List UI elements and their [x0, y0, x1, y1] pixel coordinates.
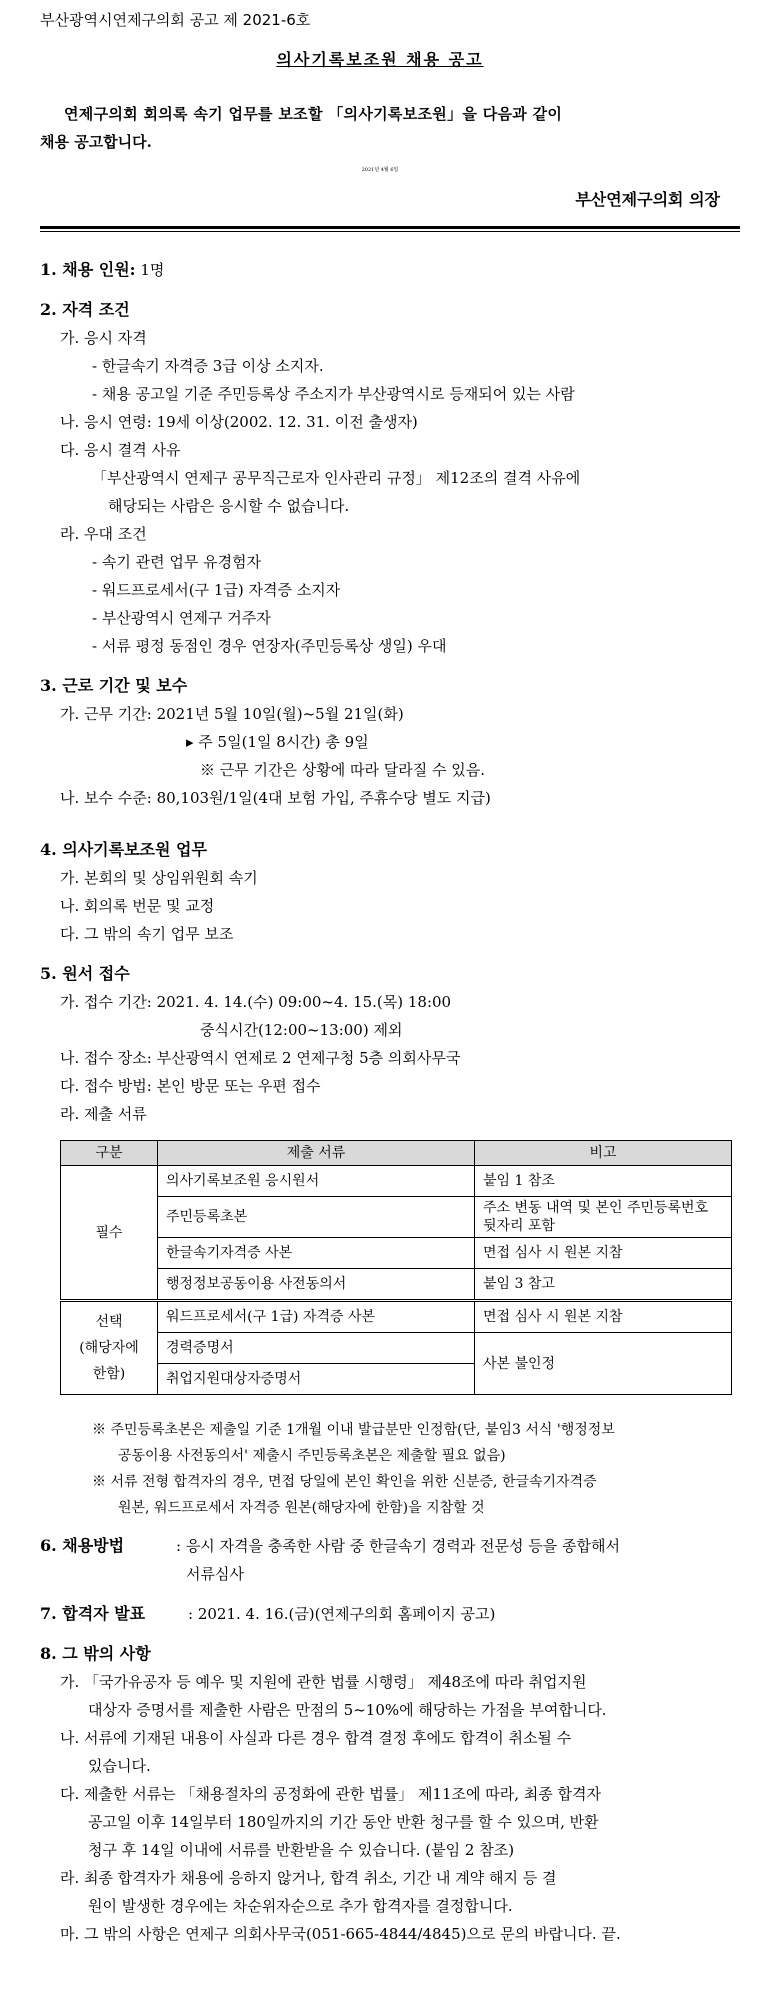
s2-da-text-1: 「부산광역시 연제구 공무직근로자 인사관리 규정」 제12조의 결격 사유에: [92, 469, 581, 487]
s8-na-line-2: 있습니다.: [88, 1757, 151, 1775]
s8-da-line-2: 공고일 이후 14일부터 180일까지의 기간 동안 반환 청구를 할 수 있으며, 반환: [88, 1813, 599, 1831]
table-cell-document: 취업지원대상자증명서: [158, 1364, 475, 1395]
s2-ga-item-1: - 한글속기 자격증 3급 이상 소지자.: [92, 357, 324, 375]
notice-date: 2021년 4월 6일: [361, 167, 399, 173]
table-cell-document: 행정정보공동이용 사전동의서: [158, 1269, 475, 1301]
s2-ra-item-4: - 서류 평정 동점인 경우 연장자(주민등록상 생일) 우대: [92, 637, 447, 655]
submission-documents-table: [60, 1140, 732, 1395]
table-cell-note: 주소 변동 내역 및 본인 주민등록번호 뒷자리 포함: [475, 1197, 732, 1238]
s4-ga: 가. 본회의 및 상임위원회 속기: [60, 869, 258, 887]
table-row: [61, 1166, 732, 1197]
section-8-heading: 8. 그 밖의 사항: [40, 1644, 151, 1663]
table-header-row: [61, 1141, 732, 1166]
s3-ga-sub-1: ▸ 주 5일(1일 8시간) 총 9일: [186, 733, 369, 751]
table-cell-note: 붙임 3 참고: [475, 1269, 732, 1301]
column-header-note: 비고: [475, 1141, 732, 1166]
table-cell-document: 경력증명서: [158, 1333, 475, 1364]
s8-ga-line-1: 가. 「국가유공자 등 예우 및 지원에 관한 법률 시행령」 제48조에 따라 취업지원: [60, 1673, 587, 1691]
s5-note-2-line-1: ※ 서류 전형 합격자의 경우, 면접 당일에 본인 확인을 위한 신분증, 한글속기자격증: [92, 1474, 597, 1490]
table-cell-document: 한글속기자격증 사본: [158, 1238, 475, 1269]
s5-na: 나. 접수 장소: 부산광역시 연제로 2 연제구청 5층 의회사무국: [60, 1049, 461, 1067]
s8-ma: 마. 그 밖의 사항은 연제구 의회사무국(051-665-4844/4845)으로 문의 바랍니다. 끝.: [60, 1925, 621, 1943]
s6-text-1: : 응시 자격을 충족한 사람 중 한글속기 경력과 전문성 등을 종합해서: [176, 1537, 620, 1555]
header-divider: [40, 226, 740, 232]
table-cell-note: 면접 심사 시 원본 지참: [475, 1301, 732, 1333]
s8-da-line-3: 청구 후 14일 이내에 서류를 반환받을 수 있습니다. (붙임 2 참조): [88, 1841, 515, 1859]
s2-da: 다. 응시 결격 사유: [60, 441, 181, 459]
s8-ga-line-2: 대상자 증명서를 제출한 사람은 만점의 5~10%에 해당하는 가점을 부여합니다.: [88, 1701, 607, 1719]
intro-line-2: 채용 공고합니다.: [40, 133, 152, 151]
table-cell-note: 사본 불인정: [475, 1333, 732, 1395]
s2-ra-item-3: - 부산광역시 연제구 거주자: [92, 609, 271, 627]
section-5-heading: 5. 원서 접수: [40, 964, 130, 983]
s2-ga-item-2: - 채용 공고일 기준 주민등록상 주소지가 부산광역시로 등재되어 있는 사람: [92, 385, 575, 403]
s8-na-line-1: 나. 서류에 기재된 내용이 사실과 다른 경우 합격 결정 후에도 합격이 취소될 수: [60, 1729, 572, 1747]
s4-na: 나. 회의록 번문 및 교정: [60, 897, 215, 915]
s2-da-text-2: 해당되는 사람은 응시할 수 없습니다.: [108, 497, 350, 515]
table-cell-document: 주민등록초본: [158, 1197, 475, 1238]
s5-note-1-line-1: ※ 주민등록초본은 제출일 기준 1개월 이내 발급분만 인정함(단, 붙임3 서식 '행정정보: [92, 1422, 615, 1438]
table-cell-note: 면접 심사 시 원본 지참: [475, 1238, 732, 1269]
s2-ga: 가. 응시 자격: [60, 329, 147, 347]
s7-text: : 2021. 4. 16.(금)(연제구의회 홈페이지 공고): [188, 1605, 496, 1623]
section-2-heading: 2. 자격 조건: [40, 300, 130, 319]
table-cell-note: 붙임 1 참조: [475, 1166, 732, 1197]
s8-da-line-1: 다. 제출한 서류는 「채용절차의 공정화에 관한 법률」 제11조에 따라, 최종 합격자: [60, 1785, 602, 1803]
column-header-category: 구분: [61, 1141, 158, 1166]
column-header-document: 제출 서류: [158, 1141, 475, 1166]
page-title: 의사기록보조원 채용 공고: [276, 50, 484, 69]
table-cell-document: 의사기록보조원 응시원서: [158, 1166, 475, 1197]
s5-da: 다. 접수 방법: 본인 방문 또는 우편 접수: [60, 1077, 321, 1095]
intro-line-1: 연제구의회 회의록 속기 업무를 보조할 「의사기록보조원」을 다음과 같이: [64, 105, 563, 123]
section-1-heading: 1. 채용 인원:: [40, 260, 136, 279]
section-4-heading: 4. 의사기록보조원 업무: [40, 840, 207, 859]
table-cell-document: 워드프로세서(구 1급) 자격증 사본: [158, 1301, 475, 1333]
s2-ra: 라. 우대 조건: [60, 525, 147, 543]
section-3-heading: 3. 근로 기간 및 보수: [40, 676, 188, 695]
category-required: 필수: [61, 1166, 158, 1301]
s5-ra: 라. 제출 서류: [60, 1105, 147, 1123]
table-row: [61, 1301, 732, 1333]
s5-ga: 가. 접수 기간: 2021. 4. 14.(수) 09:00~4. 15.(목) 18:00: [60, 993, 452, 1011]
issuer: 부산연제구의회 의장: [575, 190, 720, 209]
s2-ra-item-2: - 워드프로세서(구 1급) 자격증 소지자: [92, 581, 341, 599]
s5-note-2-line-2: 원본, 워드프로세서 자격증 원본(해당자에 한함)을 지참할 것: [118, 1500, 485, 1516]
s8-ra-line-2: 원이 발생한 경우에는 차순위자순으로 추가 합격자를 결정합니다.: [88, 1897, 513, 1915]
notice-number: 부산광역시연제구의회 공고 제 2021-6호: [40, 11, 311, 29]
s5-ga-sub: 중식시간(12:00~13:00) 제외: [200, 1021, 403, 1039]
s2-ra-item-1: - 속기 관련 업무 유경험자: [92, 553, 262, 571]
s4-da: 다. 그 밖의 속기 업무 보조: [60, 925, 234, 943]
category-optional: 선택 (해당자에 한함): [61, 1301, 158, 1395]
section-7-heading: 7. 합격자 발표: [40, 1604, 146, 1623]
s3-ga: 가. 근무 기간: 2021년 5월 10일(월)~5월 21일(화): [60, 705, 404, 723]
s5-note-1-line-2: 공동이용 사전동의서' 제출시 주민등록초본은 제출할 필요 없음): [118, 1448, 506, 1464]
table-row: [61, 1333, 732, 1364]
section-1-value: 1명: [140, 261, 165, 279]
s3-na: 나. 보수 수준: 80,103원/1일(4대 보험 가입, 주휴수당 별도 지급): [60, 789, 491, 807]
section-1: [40, 260, 164, 280]
s6-text-2: 서류심사: [186, 1565, 244, 1583]
s3-ga-sub-2: ※ 근무 기간은 상황에 따라 달라질 수 있음.: [200, 761, 485, 779]
table-row: [61, 1238, 732, 1269]
table-row: [61, 1269, 732, 1301]
s8-ra-line-1: 라. 최종 합격자가 채용에 응하지 않거나, 합격 취소, 기간 내 계약 해지 등 결: [60, 1869, 557, 1887]
section-6-heading: 6. 채용방법: [40, 1536, 125, 1555]
s2-na: 나. 응시 연령: 19세 이상(2002. 12. 31. 이전 출생자): [60, 413, 418, 431]
table-row: [61, 1197, 732, 1238]
